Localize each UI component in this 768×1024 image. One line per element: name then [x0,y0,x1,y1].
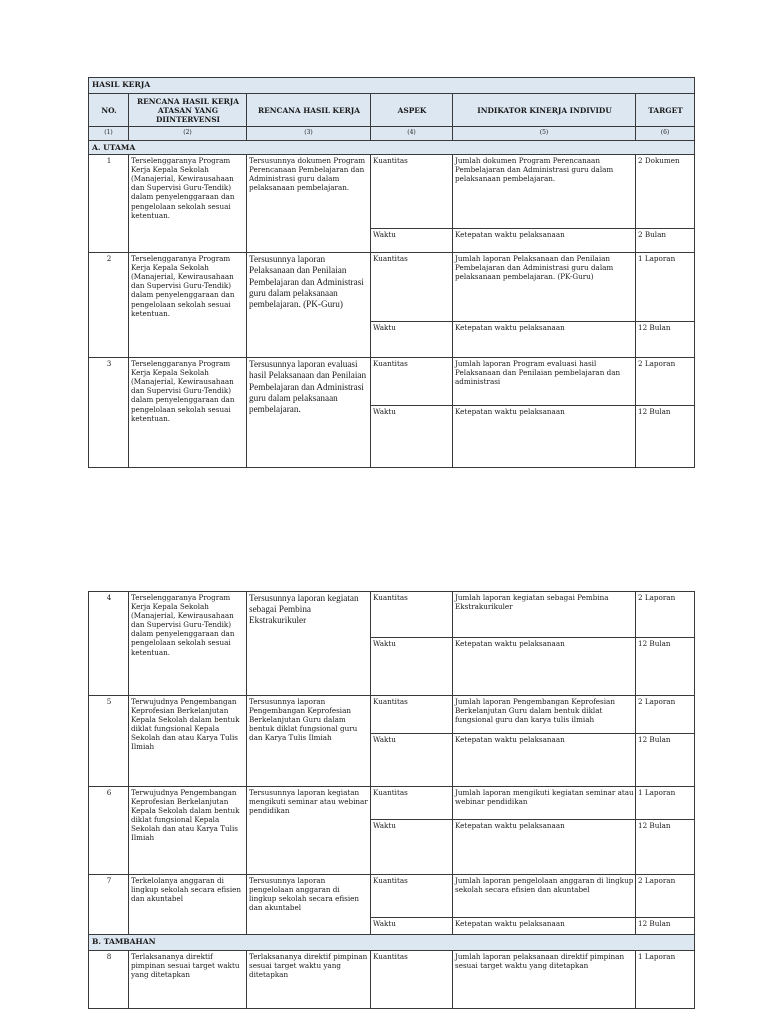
aspek-cell: Waktu [371,406,453,468]
rencana-atasan-cell: Terselenggaranya Program Kerja Kepala Sekolah (Manajerial, Kewirausahaan dan Supervisi Guru-Tendik) dalam penyelenggaraan dan pengelolaan sekolah sesuai ketentuan. [129,592,247,696]
indikator-cell: Ketepatan waktu pelaksanaan [453,918,636,935]
target-cell: 1 Laporan [636,253,695,322]
target-cell: 1 Laporan [636,951,695,1009]
rencana-cell: Tersusunnya laporan Pengembangan Keprofesian Berkelanjutan Guru dalam bentuk diklat fungsional guru dan Karya Tulis Ilmiah [247,696,371,787]
target-cell: 12 Bulan [636,322,695,358]
rencana-atasan-cell: Terselenggaranya Program Kerja Kepala Sekolah (Manajerial, Kewirausahaan dan Supervisi Guru-Tendik) dalam penyelenggaraan dan pengelolaan sekolah sesuai ketentuan. [129,155,247,253]
aspek-cell: Waktu [371,734,453,787]
table-row [89,358,695,406]
row-number: 7 [89,875,129,935]
table-row [89,155,695,229]
rencana-cell: Tersusunnya laporan kegiatan mengikuti seminar atau webinar pendidikan [247,787,371,875]
target-cell: 12 Bulan [636,918,695,935]
table-row [89,787,695,820]
row-number: 6 [89,787,129,875]
aspek-cell: Waktu [371,229,453,253]
target-cell: 2 Dokumen [636,155,695,229]
aspek-cell: Kuantitas [371,155,453,229]
col-number: (5) [453,127,636,141]
aspek-cell: Kuantitas [371,875,453,918]
col-number: (4) [371,127,453,141]
aspek-cell: Kuantitas [371,592,453,638]
rencana-atasan-cell: Terwujudnya Pengembangan Keprofesian Berkelanjutan Kepala Sekolah dalam bentuk diklat fungsional Kepala Sekolah dan atau Karya Tulis Ilmiah [129,787,247,875]
aspek-cell: Kuantitas [371,951,453,1009]
aspek-cell: Waktu [371,638,453,696]
row-number: 4 [89,592,129,696]
rencana-atasan-cell: Terkelolanya anggaran di lingkup sekolah secara efisien dan akuntabel [129,875,247,935]
col-header-no: NO. [89,94,129,127]
aspek-cell: Kuantitas [371,787,453,820]
indikator-cell: Jumlah laporan mengikuti kegiatan seminar atau webinar pendidikan [453,787,636,820]
target-cell: 2 Laporan [636,592,695,638]
aspek-cell: Kuantitas [371,253,453,322]
aspek-cell: Waktu [371,322,453,358]
col-header-target: TARGET [636,94,695,127]
indikator-cell: Jumlah dokumen Program Perencanaan Pembelajaran dan Administrasi guru dalam pelaksanaan pembelajaran. [453,155,636,229]
section-utama: A. UTAMA [89,141,695,155]
indikator-cell: Jumlah laporan pengelolaan anggaran di lingkup sekolah secara efisien dan akuntabel [453,875,636,918]
col-header-indikator: INDIKATOR KINERJA INDIVIDU [453,94,636,127]
table-row [89,875,695,918]
rencana-atasan-cell: Terselenggaranya Program Kerja Kepala Sekolah (Manajerial, Kewirausahaan dan Supervisi Guru-Tendik) dalam penyelenggaraan dan pengelolaan sekolah sesuai ketentuan. [129,358,247,468]
col-number: (6) [636,127,695,141]
col-header-rencana-atasan: RENCANA HASIL KERJA ATASAN YANG DIINTERVENSI [129,94,247,127]
table-row [89,592,695,638]
target-cell: 2 Laporan [636,358,695,406]
indikator-cell: Jumlah laporan pelaksanaan direktif pimpinan sesuai target waktu yang ditetapkan [453,951,636,1009]
indikator-cell: Ketepatan waktu pelaksanaan [453,734,636,787]
col-header-aspek: ASPEK [371,94,453,127]
target-cell: 2 Laporan [636,696,695,734]
table-row [89,951,695,1009]
rencana-cell: Terlaksananya direktif pimpinan sesuai target waktu yang ditetapkan [247,951,371,1009]
indikator-cell: Jumlah laporan kegiatan sebagai Pembina Ekstrakurikuler [453,592,636,638]
row-number: 5 [89,696,129,787]
target-cell: 12 Bulan [636,734,695,787]
indikator-cell: Ketepatan waktu pelaksanaan [453,229,636,253]
table-row [89,696,695,734]
rencana-cell: Tersusunnya laporan kegiatan sebagai Pembina Ekstrakurikuler [247,592,371,696]
col-number: (3) [247,127,371,141]
target-cell: 12 Bulan [636,638,695,696]
target-cell: 12 Bulan [636,406,695,468]
indikator-cell: Jumlah laporan Pelaksanaan dan Penilaian Pembelajaran dan Administrasi guru dalam pelaksanaan pembelajaran. (PK-Guru) [453,253,636,322]
section-title-hasil-kerja: HASIL KERJA [89,78,695,94]
work-results-table-page-1 [88,77,695,468]
indikator-cell: Jumlah laporan Program evaluasi hasil Pelaksanaan dan Penilaian pembelajaran dan administrasi [453,358,636,406]
rencana-atasan-cell: Terlaksananya direktif pimpinan sesuai target waktu yang ditetapkan [129,951,247,1009]
section-tambahan: B. TAMBAHAN [89,935,695,951]
indikator-cell: Ketepatan waktu pelaksanaan [453,638,636,696]
target-cell: 1 Laporan [636,787,695,820]
target-cell: 2 Laporan [636,875,695,918]
aspek-cell: Waktu [371,820,453,875]
col-header-rencana: RENCANA HASIL KERJA [247,94,371,127]
indikator-cell: Jumlah laporan Pengembangan Keprofesian Berkelanjutan Guru dalam bentuk diklat fungsional guru dan karya tulis ilmiah [453,696,636,734]
work-results-table-page-2 [88,591,695,1009]
indikator-cell: Ketepatan waktu pelaksanaan [453,406,636,468]
aspek-cell: Waktu [371,918,453,935]
rencana-atasan-cell: Terwujudnya Pengembangan Keprofesian Berkelanjutan Kepala Sekolah dalam bentuk diklat fungsional Kepala Sekolah dan atau Karya Tulis Ilmiah [129,696,247,787]
row-number: 2 [89,253,129,358]
col-number: (2) [129,127,247,141]
aspek-cell: Kuantitas [371,358,453,406]
indikator-cell: Ketepatan waktu pelaksanaan [453,322,636,358]
table-row [89,253,695,322]
rencana-cell: Tersusunnya laporan Pelaksanaan dan Penilaian Pembelajaran dan Administrasi guru dalam pelaksanaan pembelajaran. (PK-Guru) [247,253,371,358]
aspek-cell: Kuantitas [371,696,453,734]
rencana-cell: Tersusunnya laporan evaluasi hasil Pelaksanaan dan Penilaian Pembelajaran dan Administrasi guru dalam pelaksanaan pembelajaran. [247,358,371,468]
row-number: 3 [89,358,129,468]
rencana-cell: Tersusunnya dokumen Program Perencanaan Pembelajaran dan Administrasi guru dalam pelaksanaan pembelajaran. [247,155,371,253]
target-cell: 12 Bulan [636,820,695,875]
rencana-cell: Tersusunnya laporan pengelolaan anggaran di lingkup sekolah secara efisien dan akuntabel [247,875,371,935]
target-cell: 2 Bulan [636,229,695,253]
indikator-cell: Ketepatan waktu pelaksanaan [453,820,636,875]
col-number: (1) [89,127,129,141]
rencana-atasan-cell: Terselenggaranya Program Kerja Kepala Sekolah (Manajerial, Kewirausahaan dan Supervisi Guru-Tendik) dalam penyelenggaraan dan pengelolaan sekolah sesuai ketentuan. [129,253,247,358]
row-number: 1 [89,155,129,253]
row-number: 8 [89,951,129,1009]
